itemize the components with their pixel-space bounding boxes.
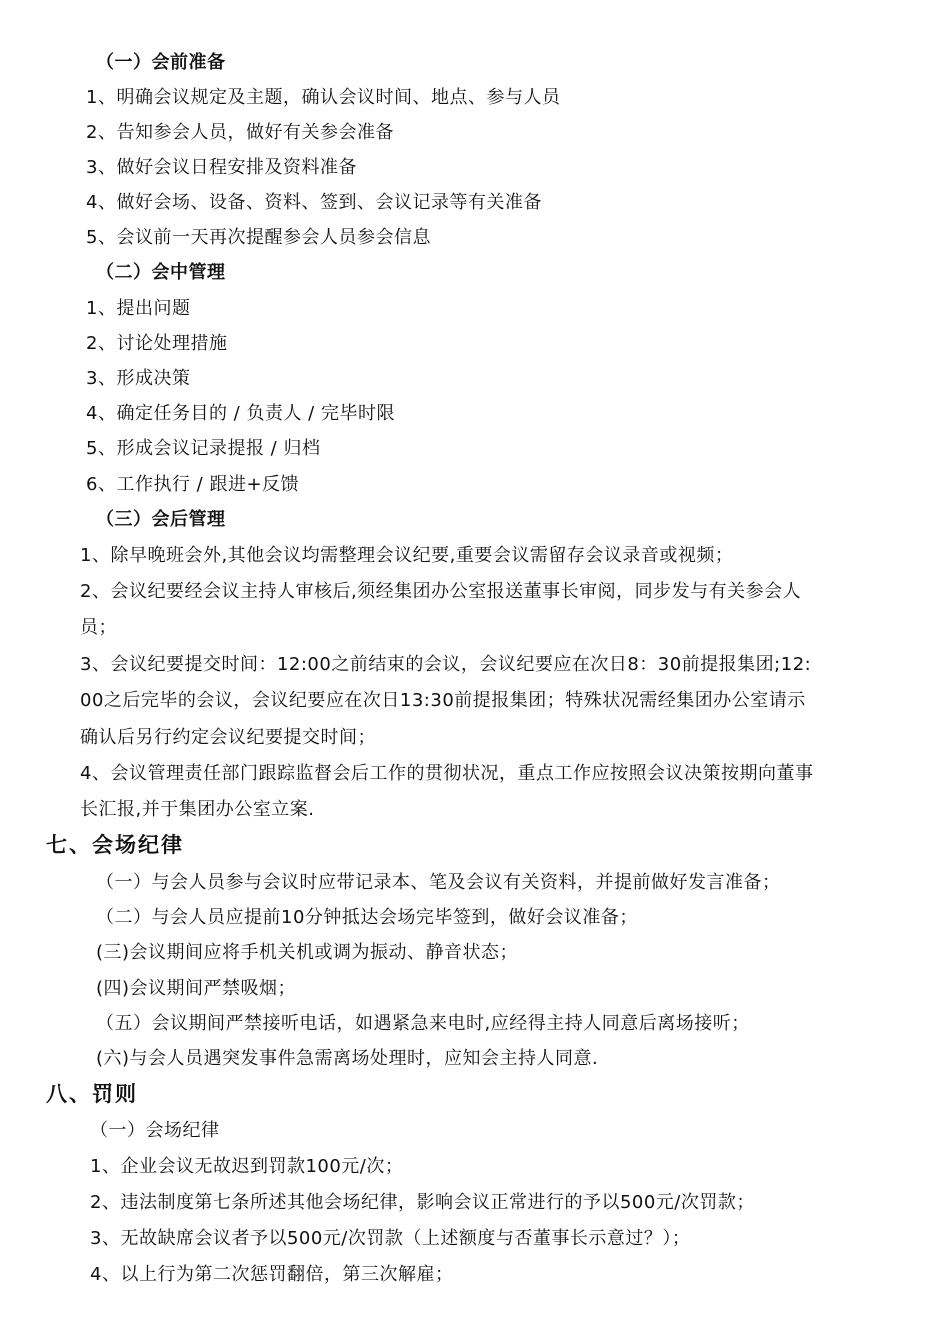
list-item: (四)会议期间严禁吸烟； [96, 978, 297, 999]
chapter-heading-penalties: 八、罚则 [46, 1082, 138, 1106]
paragraph-line: 4、会议管理责任部门跟踪监督会后工作的贯彻状况，重点工作应按照会议决策按期向董事 [80, 763, 814, 784]
list-item: （一）与会人员参与会议时应带记录本、笔及会议有关资料，并提前做好发言准备； [96, 872, 781, 893]
paragraph-line: 3、会议纪要提交时间：12:00之前结束的会议，会议纪要应在次日8：30前提报集团;12: [80, 654, 812, 675]
list-item: (六)与会人员遇突发事件急需离场处理时，应知会主持人同意. [96, 1048, 599, 1069]
list-item: （二）与会人员应提前10分钟抵达会场完毕签到，做好会议准备； [96, 907, 638, 928]
list-item: 3、做好会议日程安排及资料准备 [86, 157, 357, 178]
paragraph-line: 00之后完毕的会议，会议纪要应在次日13:30前提报集团；特殊状况需经集团办公室请示 [80, 690, 806, 711]
list-item: 2、讨论处理措施 [86, 333, 228, 354]
paragraph-line: 确认后另行约定会议纪要提交时间； [80, 727, 376, 748]
list-item: 4、以上行为第二次惩罚翻倍，第三次解雇； [90, 1264, 454, 1285]
list-item: (三)会议期间应将手机关机或调为振动、静音状态； [96, 942, 519, 963]
chapter-heading-meeting-discipline: 七、会场纪律 [46, 833, 184, 857]
list-item: 6、工作执行 / 跟进+反馈 [86, 474, 300, 495]
paragraph-line: 1、除早晚班会外,其他会议均需整理会议纪要,重要会议需留存会议录音或视频； [80, 545, 734, 566]
list-item: 4、做好会场、设备、资料、签到、会议记录等有关准备 [86, 192, 542, 213]
list-item: 4、确定任务目的 / 负责人 / 完毕时限 [86, 403, 395, 424]
list-item: 3、无故缺席会议者予以500元/次罚款（上述额度与否董事长示意过？）； [90, 1228, 691, 1249]
paragraph-line: 长汇报,并于集团办公室立案. [80, 799, 315, 820]
paragraph-line: 2、会议纪要经会议主持人审核后,须经集团办公室报送董事长审阅，同步发与有关参会人 [80, 581, 802, 602]
list-item: 5、形成会议记录提报 / 归档 [86, 438, 321, 459]
list-item: 2、违法制度第七条所述其他会场纪律，影响会议正常进行的予以500元/次罚款； [90, 1192, 755, 1213]
section-heading-during-meeting: （二）会中管理 [96, 262, 226, 283]
list-item: 2、告知参会人员，做好有关参会准备 [86, 122, 394, 143]
paragraph-line: 员； [80, 617, 117, 638]
sub-heading-meeting-discipline: （一）会场纪律 [90, 1120, 220, 1141]
section-heading-pre-meeting: （一）会前准备 [96, 52, 226, 73]
section-heading-after-meeting: （三）会后管理 [96, 509, 226, 530]
list-item: 1、企业会议无故迟到罚款100元/次； [90, 1156, 404, 1177]
list-item: （五）会议期间严禁接听电话，如遇紧急来电时,应经得主持人同意后离场接听； [96, 1013, 750, 1034]
list-item: 1、提出问题 [86, 298, 191, 319]
list-item: 1、明确会议规定及主题，确认会议时间、地点、参与人员 [86, 87, 561, 108]
list-item: 5、会议前一天再次提醒参会人员参会信息 [86, 227, 431, 248]
list-item: 3、形成决策 [86, 368, 191, 389]
